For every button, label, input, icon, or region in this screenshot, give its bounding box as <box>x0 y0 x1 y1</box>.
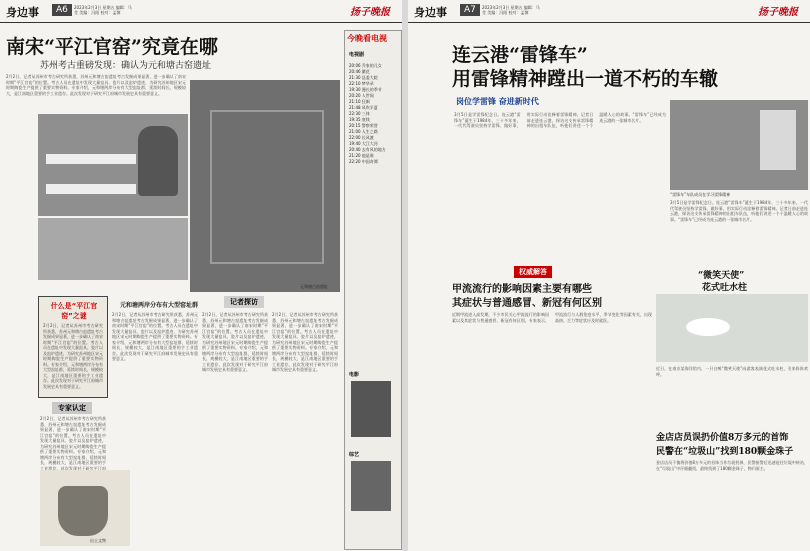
archaeologist-figure <box>138 126 178 196</box>
column-3-text: 2月2日，记者从苏州市考古研究所获悉，苏州元和塘古窑遗址考古发掘成果显著，进一步确认了南宋时期“平江官窑”的位置。考古人员在遗址中发现大量窑具、瓷片以及窑炉遗迹，为研究苏州地区宋元时期陶瓷生产提供了重要实物资料。专家介绍，元和塘两岸分布有大型窑址群，延续时间长，规模较大，是江南地区重要的手工业遗存。此次发现对于研究平江府城市发展史具有重要意义。 <box>272 312 338 372</box>
topic-tag: 岗位学雷锋 奋进新时代 <box>456 97 539 106</box>
gold-headline-line-1: 金店店员误扔价值8万多元的首饰 <box>656 433 789 443</box>
lead-text: 2月2日，记者从苏州市考古研究所获悉，苏州元和塘古窑遗址考古发掘成果显著，进一步确认了南宋时期“平江官窑”的位置。考古人员在遗址中发现大量窑具、瓷片以及窑炉遗迹，为研究苏州地区宋元时期陶瓷生产提供了重要实物资料。专家介绍，元和塘两岸分布有大型窑址群，延续时间长，规模较大，是江南地区重要的手工业遗存。此次发现对于研究平江府城市发展史具有重要意义。 <box>6 74 186 96</box>
page-number: A7 <box>460 4 480 16</box>
bowls-photo <box>38 218 188 280</box>
gold-headline-line-2: 民警在“垃圾山”找到180颗金珠子 <box>656 447 794 457</box>
sidebar-text: 2月2日，记者从苏州市考古研究所获悉，苏州元和塘古窑遗址考古发掘成果显著，进一步确认了南宋时期“平江官窑”的位置。考古人员在遗址中发现大量窑具、瓷片以及窑炉遗迹，为研究苏州地区宋元时期陶瓷生产提供了重要实物资料。专家介绍，元和塘两岸分布有大型窑址群，延续时间长，规模较大，是江南地区重要的手工业遗存。此次发现对于研究平江府城市发展史具有重要意义。 <box>43 323 103 389</box>
lei-feng-photo <box>670 100 808 190</box>
page-number: A6 <box>52 4 72 16</box>
section-title: 身边事 <box>6 6 39 19</box>
variety-label: 综艺 <box>349 452 360 458</box>
excavation-grid <box>210 110 324 264</box>
lei-feng-text-2: 3月5日是学雷锋纪念日。连云港“雷锋车”诞生于1984年，三十多年来，一代代驾驶员坚持学雷锋、做好事，用实际行动诠释着雷锋精神。记者日前走进连云港，探访这支传承雷锋精神的出租车队伍，听他们讲述一个个温暖人心的故事。“雷锋车”已经成为连云港的一张城市名片。 <box>670 200 808 222</box>
variety-poster <box>351 461 391 511</box>
photo-caption: 元和塘古窑遗址 <box>300 284 328 289</box>
urn-shape <box>58 486 108 536</box>
main-headline: 南宋“平江官窑”究竟在哪 <box>6 36 218 58</box>
page-meta: 2023年2月3日 星期五 编辑：马莹 美编：冯阳 校对：孟黎 <box>74 5 132 15</box>
mid-title: 元和塘两岸分布有大型窑址群 <box>120 302 199 309</box>
shelf <box>46 154 136 164</box>
display-board <box>760 110 796 170</box>
tv-guide-column <box>344 30 402 550</box>
beluga <box>686 318 730 336</box>
tv-header: 电视剧 <box>349 52 365 58</box>
column-2-text: 2月2日，记者从苏州市考古研究所获悉，苏州元和塘古窑遗址考古发掘成果显著，进一步确认了南宋时期“平江官窑”的位置。考古人员在遗址中发现大量窑具、瓷片以及窑炉遗迹，为研究苏州地区宋元时期陶瓷生产提供了重要实物资料。专家介绍，元和塘两岸分布有大型窑址群，延续时间长，规模较大，是江南地区重要的手工业遗存。此次发现对于研究平江府城市发展史具有重要意义。 <box>202 312 268 372</box>
beluga-photo <box>656 294 808 362</box>
swan-headline-line-2: 花式吐水柱 <box>702 283 748 293</box>
brand-logo: 扬子晚报 <box>758 7 798 18</box>
photo-caption: “雷锋车”车队成员在学习雷锋精神 <box>670 192 731 197</box>
invest-label: 记者探访 <box>224 296 264 308</box>
section-title: 身边事 <box>414 6 447 19</box>
flu-headline-line-1: 甲流流行的影响因素主要有哪些 <box>452 284 592 295</box>
expert-label: 专家认定 <box>52 402 92 414</box>
left-page <box>0 0 402 551</box>
movie-poster <box>351 381 391 437</box>
gold-text: 金店店员不慎将价值8万多元的首饰当作垃圾扔掉，民警接警后迅速赶往垃圾中转站，在“垃圾山”中仔细翻找，最终找到了180颗金珠子，物归原主。 <box>656 460 808 471</box>
right-page <box>408 0 810 551</box>
flu-headline-line-2: 其症状与普通感冒、新冠有何区别 <box>452 298 602 309</box>
flu-text: 近期甲流进入高发期，不少市民关心甲流流行的影响因素以及其症状与普通感冒、新冠有何区别。专家表示，甲流流行与人群免疫水平、季节变化等因素有关，出现高热、乏力等症状应及时就医。 <box>452 312 652 323</box>
movie-label: 电影 <box>349 372 360 378</box>
lei-feng-text: 3月5日是学雷锋纪念日。连云港“雷锋车”诞生于1984年，三十多年来，一代代驾驶员坚持学雷锋、做好事，用实际行动诠释着雷锋精神。记者日前走进连云港，探访这支传承雷锋精神的出租车队伍，听他们讲述一个个温暖人心的故事。“雷锋车”已经成为连云港的一张城市名片。 <box>454 112 666 128</box>
headline-line-1: 连云港“雷锋车” <box>452 44 588 66</box>
headline-line-2: 用雷锋精神蹚出一道不朽的车辙 <box>452 68 719 90</box>
right-page-header <box>408 0 810 23</box>
page-meta: 2023年2月3日 星期五 编辑：马莹 美编：冯阳 校对：孟黎 <box>482 5 540 15</box>
column-1-text: 2月2日，记者从苏州市考古研究所获悉，苏州元和塘古窑遗址考古发掘成果显著，进一步确认了南宋时期“平江官窑”的位置。考古人员在遗址中发现大量窑具、瓷片以及窑炉遗迹，为研究苏州地区宋元时期陶瓷生产提供了重要实物资料。专家介绍，元和塘两岸分布有大型窑址群，延续时间长，规模较大，是江南地区重要的手工业遗存。此次发现对于研究平江府城市发展史具有重要意义。 <box>112 312 198 361</box>
tv-schedule: 20:06 乔家的儿女 20:46 繁花 21:30 县委大院 22:10 梦华录 19:30 漫长的季节 20:20 人世间 21:10 狂飙 21:48 风吹半夏 22:30 三体 19:35 底线 20:15 警察荣誉 21:00 人生之路 22:00 长风渡 19:40 大江大河 20:40 去有风的地方 21:20 他是谁 22:20 中国奇谭 <box>349 63 386 164</box>
flu-tag: 权威解答 <box>514 266 552 278</box>
swan-text: 近日，在南京某海洋馆内，一只白鲸“微笑天使”向游客表演花式吐水柱，引来阵阵欢呼。 <box>656 366 808 377</box>
brand-logo: 扬子晚报 <box>350 7 390 18</box>
swan-headline-line-1: “微笑天使” <box>698 271 745 281</box>
sidebar-title: 什么是“平江官窑”之谜 <box>50 302 98 320</box>
expert-text: 2月2日，记者从苏州市考古研究所获悉，苏州元和塘古窑遗址考古发掘成果显著，进一步确认了南宋时期“平江官窑”的位置。考古人员在遗址中发现大量窑具、瓷片以及窑炉遗迹，为研究苏州地区宋元时期陶瓷生产提供了重要实物资料。专家介绍，元和塘两岸分布有大型窑址群，延续时间长，规模较大，是江南地区重要的手工业遗存。此次发现对于研究平江府 <box>40 416 106 471</box>
sidebar-box <box>38 296 108 398</box>
tv-brand: 今晚看电视 <box>347 34 387 43</box>
site-aerial-photo <box>190 80 340 292</box>
porcelain-photo <box>38 114 188 216</box>
relic-caption: 出土文物 <box>90 538 106 543</box>
sub-headline: 苏州考古重磅发现：确认为元和塘古窑遗址 <box>40 61 212 71</box>
shelf <box>46 184 136 194</box>
left-page-header <box>0 0 402 23</box>
